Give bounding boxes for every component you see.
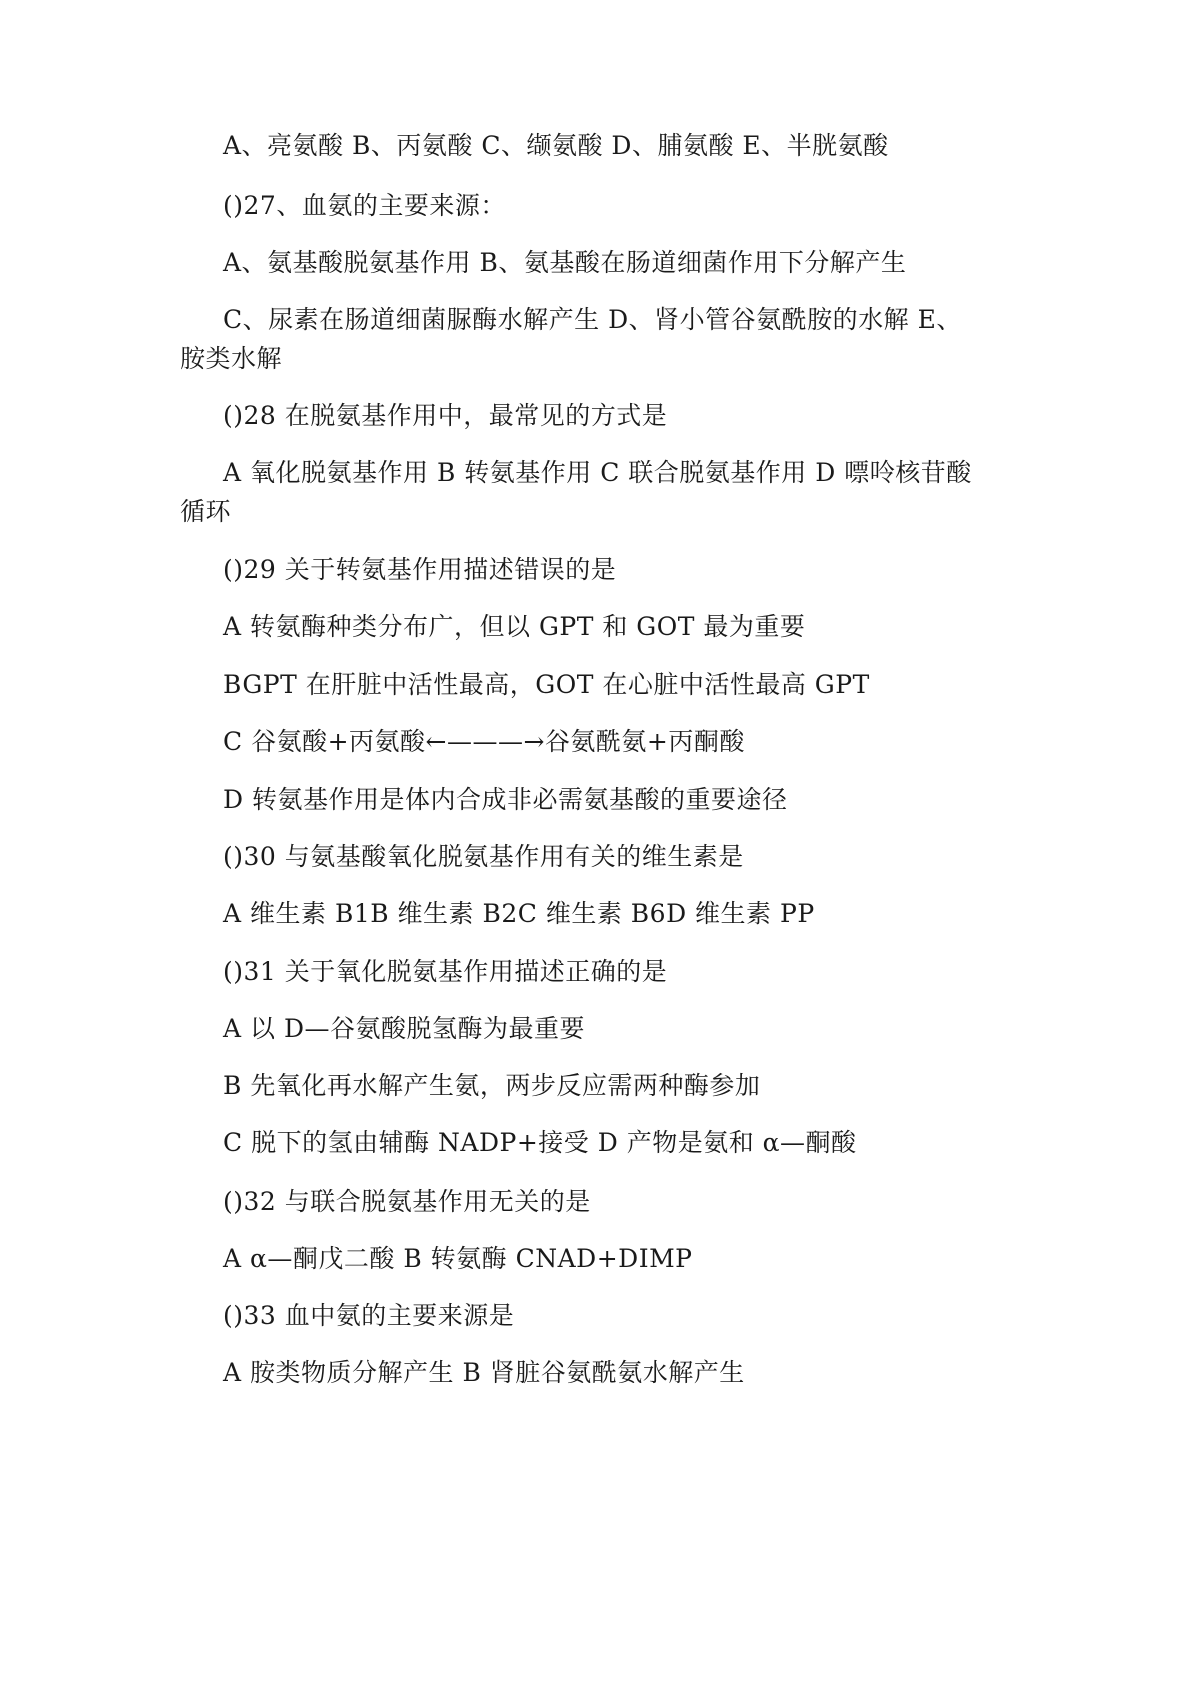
option-line: A 转氨酶种类分布广，但以 GPT 和 GOT 最为重要 — [223, 612, 806, 641]
question-28: ()28 在脱氨基作用中，最常见的方式是 — [223, 401, 668, 430]
question-32: ()32 与联合脱氨基作用无关的是 — [223, 1187, 591, 1216]
question-30: ()30 与氨基酸氧化脱氨基作用有关的维生素是 — [223, 842, 744, 871]
question-31: ()31 关于氧化脱氨基作用描述正确的是 — [223, 957, 668, 986]
option-line-continuation: 胺类水解 — [180, 344, 283, 373]
question-29: ()29 关于转氨基作用描述错误的是 — [223, 555, 617, 584]
option-line-continuation: 循环 — [180, 497, 232, 526]
option-line: A 氧化脱氨基作用 B 转氨基作用 C 联合脱氨基作用 D 嘌呤核苷酸 — [223, 458, 972, 487]
option-line: D 转氨基作用是体内合成非必需氨基酸的重要途径 — [223, 785, 788, 814]
option-line: BGPT 在肝脏中活性最高，GOT 在心脏中活性最高 GPT — [223, 670, 870, 699]
option-line: A 维生素 B1B 维生素 B2C 维生素 B6D 维生素 PP — [223, 899, 815, 928]
option-line: A、氨基酸脱氨基作用 B、氨基酸在肠道细菌作用下分解产生 — [223, 248, 907, 277]
option-line: B 先氧化再水解产生氨，两步反应需两种酶参加 — [223, 1071, 761, 1100]
option-line: C、尿素在肠道细菌脲酶水解产生 D、肾小管谷氨酰胺的水解 E、 — [223, 305, 962, 334]
question-27: ()27、血氨的主要来源： — [223, 191, 506, 220]
option-line: A 胺类物质分解产生 B 肾脏谷氨酰氨水解产生 — [223, 1358, 745, 1387]
option-line: C 谷氨酸+丙氨酸←———→谷氨酰氨+丙酮酸 — [223, 727, 745, 756]
option-line: A 以 D—谷氨酸脱氢酶为最重要 — [223, 1014, 585, 1043]
option-line: C 脱下的氢由辅酶 NADP+接受 D 产物是氨和 α—酮酸 — [223, 1128, 857, 1157]
option-line: A、亮氨酸 B、丙氨酸 C、缬氨酸 D、脯氨酸 E、半胱氨酸 — [223, 131, 889, 160]
question-33: ()33 血中氨的主要来源是 — [223, 1301, 515, 1330]
option-line: A α—酮戊二酸 B 转氨酶 CNAD+DIMP — [223, 1244, 693, 1273]
